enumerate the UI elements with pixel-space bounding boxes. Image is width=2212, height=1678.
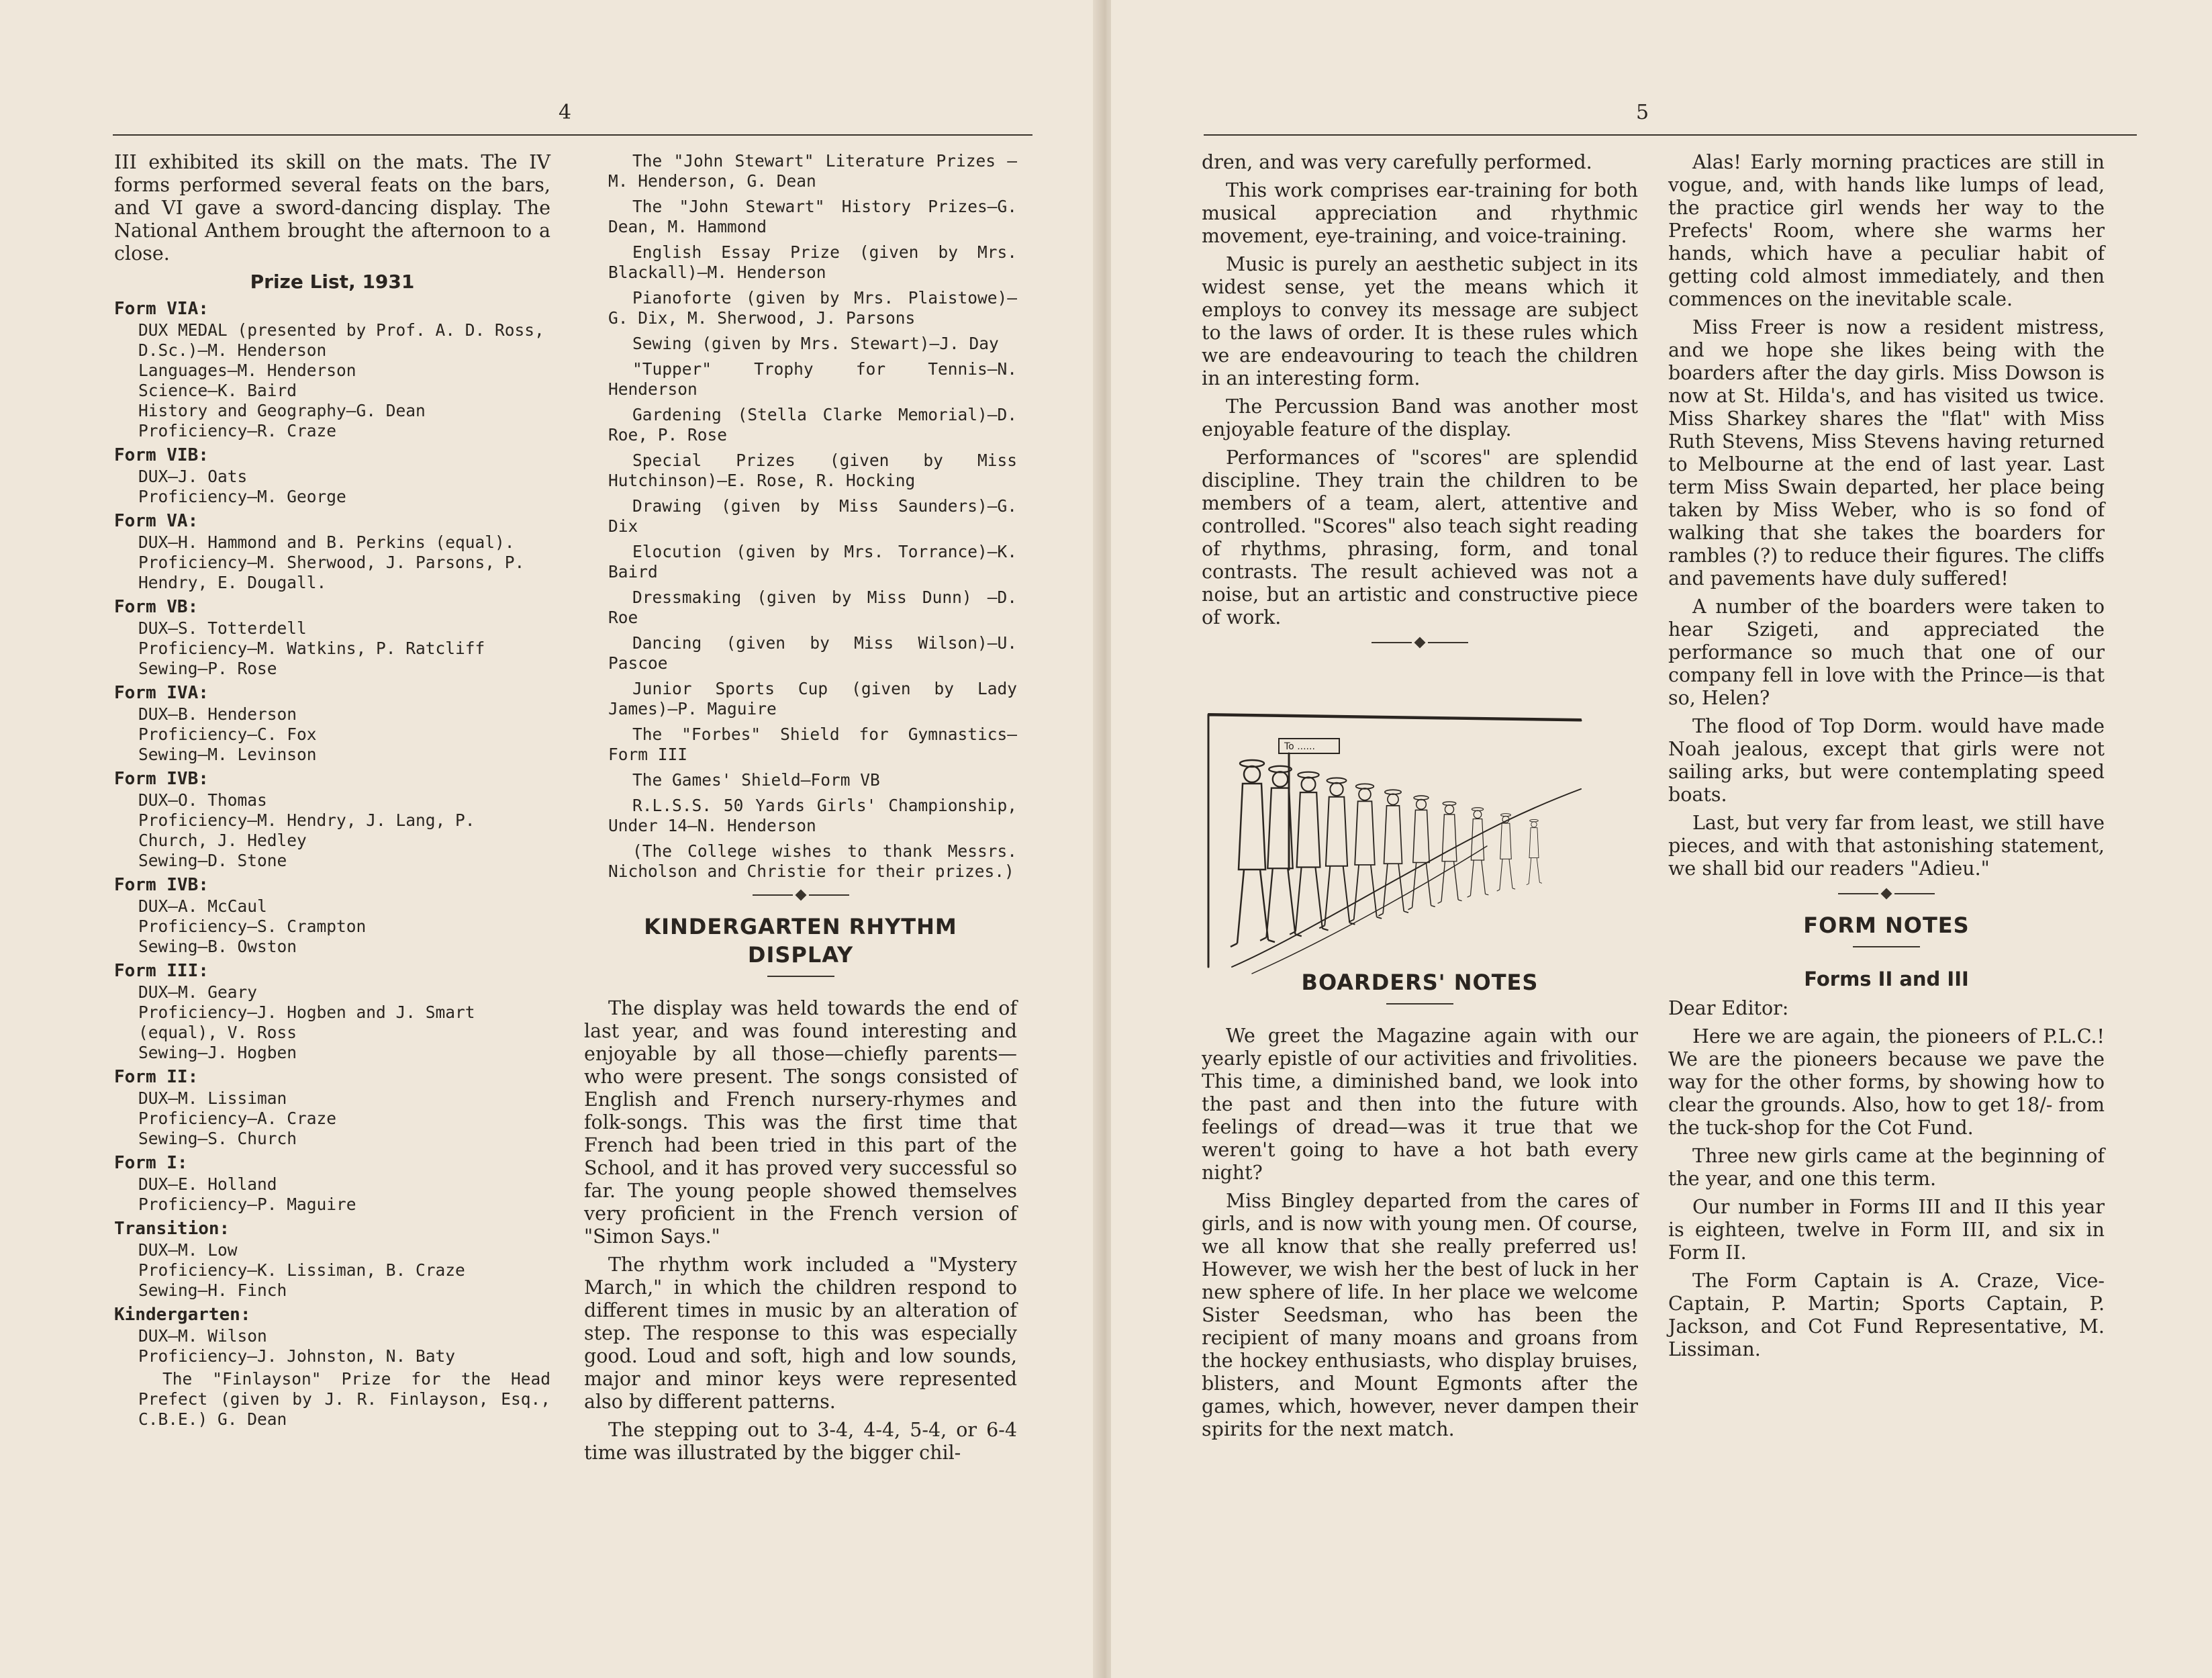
kindergarten-para: The rhythm work included a "Mystery March," in which the children respond to different times in music by an alteration of step. The response to this was especially good. Loud and soft, high and low sounds, major and minor keys were represented also by different patterns. — [584, 1254, 1017, 1413]
marcher-figure — [1497, 814, 1515, 891]
boarders-para: Alas! Early morning practices are still in vogue, and, with hands like lumps of lead, the practice girl wends her way to the Prefects' Room, where she warms her hands, which have a peculiar habit of getting cold almost immediately, and then commences on the inevitable scale. — [1668, 151, 2105, 310]
special-prize-entry: The "John Stewart" Literature Prizes —M. Henderson, G. Dean — [608, 151, 1017, 191]
prize-entry: DUX—A. McCaul — [138, 896, 267, 916]
prize-entry: Proficiency—R. Craze — [138, 421, 337, 440]
prize-entry: Proficiency—C. Fox — [138, 725, 317, 744]
form-heading: Form VIB: — [114, 445, 209, 465]
sign-text: To ...... — [1284, 741, 1315, 752]
kindergarten-para: The display was held towards the end of last year, and was found interesting and enjoyable by all those—chiefly parents—who were present. The songs consisted of English and French nursery-rhymes and folk-songs. This was the first time that French had been tried in this part of the School, and it has proved very successful so far. The young people showed themselves very proficient in the French version of "Simon Says." — [584, 997, 1017, 1248]
special-prize-entry: R.L.S.S. 50 Yards Girls' Championship, Under 14—N. Henderson — [608, 796, 1017, 835]
prize-entry: DUX—B. Henderson — [138, 704, 297, 724]
prize-entry: Sewing—J. Hogben — [138, 1043, 297, 1062]
prize-entry: DUX—J. Oats — [138, 467, 248, 486]
header-rule — [1204, 134, 2137, 136]
prize-list-title: Prize List, 1931 — [250, 271, 415, 293]
prize-entry: Proficiency—J. Hogben and J. Smart (equal), V. Ross — [138, 1003, 475, 1042]
prize-entry: DUX—M. Lissiman — [138, 1088, 287, 1108]
special-prize-entry: The "John Stewart" History Prizes—G. Dean, M. Hammond — [608, 197, 1017, 236]
marcher-figure — [1468, 808, 1489, 897]
boarders-para: The flood of Top Dorm. would have made Noah jealous, except that girls were not sailing arks, but were contemplating speed boats. — [1668, 715, 2105, 806]
special-prize-entry: Dancing (given by Miss Wilson)—U. Pascoe — [608, 633, 1017, 673]
kindergarten-title-line1: KINDERGARTEN RHYTHM — [644, 914, 957, 939]
ornament-divider — [584, 891, 1017, 899]
form-heading: Form III: — [114, 961, 209, 981]
salutation: Dear Editor: — [1668, 997, 1789, 1019]
boarders-para: A number of the boarders were taken to hear Szigeti, and appreciated the performance so much that one of our company fell in love with the Prince—is that so, Helen? — [1668, 596, 2105, 709]
prize-entry: Sewing—S. Church — [138, 1129, 297, 1148]
form-para: Here we are again, the pioneers of P.L.C.! We are the pioneers because we pave the way for the other forms, by showing how to clear the grounds. Also, how to get 18/- from the tuck-shop for the Cot Fund. — [1668, 1025, 2105, 1139]
gym-intro: III exhibited its skill on the mats. The IV forms performed several feats on the bars, and VI gave a sword-dancing display. The National Anthem brought the afternoon to a close. — [114, 151, 550, 265]
prize-entry: DUX—M. Geary — [138, 982, 258, 1002]
special-prize-entry: Drawing (given by Miss Saunders)—G. Dix — [608, 496, 1017, 536]
kindergarten-title-line2: DISPLAY — [747, 942, 854, 968]
marcher-figure — [1290, 772, 1328, 935]
boarders-para: We greet the Magazine again with our yearly epistle of our activities and frivolities. This time, a diminished band, we look into the past and then into the future with feelings of dread—was it true that we weren't going to have a hot bath every night? — [1202, 1025, 1638, 1184]
form-para: The Form Captain is A. Craze, Vice-Captain, P. Martin; Sports Captain, P. Jackson, and Cot Fund Representative, M. Lissiman. — [1668, 1270, 2105, 1360]
marcher-figure — [1438, 802, 1462, 904]
prize-entry: Sewing—H. Finch — [138, 1280, 287, 1300]
prize-entry: Proficiency—M. George — [138, 487, 346, 506]
header-rule — [113, 134, 1032, 136]
prizes-column — [584, 151, 1017, 1470]
prize-entry: Sewing—P. Rose — [138, 659, 277, 678]
form-heading: Form I: — [114, 1153, 188, 1173]
forms-list — [114, 297, 550, 1366]
form-notes-title: FORM NOTES — [1803, 913, 1970, 938]
prize-entry: Sewing—D. Stone — [138, 851, 287, 870]
form-para: Three new girls came at the beginning of the year, and one this term. — [1668, 1145, 2105, 1190]
special-prize-entry: Pianoforte (given by Mrs. Plaistowe)— G. Dix, M. Sherwood, J. Parsons — [608, 288, 1017, 328]
prize-entry: DUX—M. Low — [138, 1240, 238, 1260]
special-prize-entry: "Tupper" Trophy for Tennis—N. Henderson — [608, 359, 1017, 399]
marcher-figure — [1378, 790, 1408, 916]
page-left — [0, 0, 1101, 1678]
prize-entry: DUX—E. Holland — [138, 1174, 277, 1194]
rhythm-para: This work comprises ear-training for both musical appreciation and rhythmic movement, eye-training, and voice-training. — [1202, 179, 1638, 247]
prize-entry: DUX MEDAL (presented by Prof. A. D. Ross, D.Sc.)—M. Henderson — [138, 320, 544, 360]
prize-entry: DUX—O. Thomas — [138, 790, 267, 810]
prize-entry: DUX—S. Totterdell — [138, 618, 307, 638]
page-number: 4 — [559, 101, 572, 124]
special-prize-entry: Elocution (given by Mrs. Torrance)—K. Baird — [608, 542, 1017, 581]
rhythm-para: The Percussion Band was another most enjoyable feature of the display. — [1202, 395, 1638, 440]
prize-entry: Proficiency—K. Lissiman, B. Craze — [138, 1260, 465, 1280]
rhythm-para: Music is purely an aesthetic subject in its widest sense, yet the means which it employs to convey its message are subject to the laws of order. It is these rules which we are endeavouring to teach the children in an interesting form. — [1202, 253, 1638, 389]
rhythm-para: dren, and was very carefully performed. — [1202, 151, 1592, 173]
title-underline — [1386, 1003, 1453, 1005]
form-heading: Transition: — [114, 1219, 230, 1239]
rhythm-para: Performances of "scores" are splendid discipline. They train the children to be members of a team, alert, attentive and controlled. "Scores" also teach sight reading of rhythms, phrasing, form, and tonal contrasts. The result achieved was not a noise, but an artistic and constructive piece of work. — [1202, 447, 1638, 628]
forms-subtitle: Forms II and III — [1804, 968, 1969, 990]
boarders-notes-title: BOARDERS' NOTES — [1301, 970, 1539, 995]
marcher-figure — [1349, 784, 1382, 922]
marcher-figure — [1408, 796, 1435, 910]
prize-entry: Sewing—B. Owston — [138, 937, 297, 956]
kindergarten-title — [584, 913, 1017, 969]
form-heading: Form IVA: — [114, 683, 209, 703]
prize-entry: Sewing—M. Levinson — [138, 745, 317, 764]
prize-entry: Proficiency—A. Craze — [138, 1109, 337, 1128]
prize-entry: History and Geography—G. Dean — [138, 401, 426, 420]
title-underline — [1853, 946, 1920, 947]
form-para: Our number in Forms III and II this year is eighteen, twelve in Form III, and six in Form II. — [1668, 1196, 2105, 1264]
prize-entry: DUX—M. Wilson — [138, 1326, 267, 1346]
boarders-para: Miss Bingley departed from the cares of girls, and is now with young men. Of course, we all know that she really preferred us! However, we wish her the best of luck in her new sphere of life. In her place we welcome Sister Seedsman, who has been the recipient of many moans and groans from the hockey enthusiasts, who display bruises, blisters, and Mount Egmonts after the games, which, however, never dampen their spirits for the next match. — [1202, 1190, 1638, 1440]
ornament-divider — [1668, 890, 2105, 898]
kindergarten-para: The stepping out to 3-4, 4-4, 5-4, or 6-4 time was illustrated by the bigger chil- — [584, 1419, 1017, 1464]
prize-entry: Proficiency—J. Johnston, N. Baty — [138, 1346, 456, 1366]
marcher-figure — [1260, 766, 1302, 941]
special-prizes-list — [584, 151, 1017, 882]
form-heading: Kindergarten: — [114, 1305, 251, 1325]
title-underline — [767, 976, 834, 977]
boarders-para: Last, but very far from least, we still have pieces, and with that astonishing statement, we shall bid our readers "Adieu." — [1668, 812, 2105, 880]
boarders-continued-column — [1668, 151, 2105, 1366]
prize-entry: Proficiency—M. Hendry, J. Lang, P. Church, J. Hedley — [138, 810, 475, 850]
special-prize-entry: The "Forbes" Shield for Gymnastics— Form III — [608, 725, 1017, 764]
prize-entry: Proficiency—M. Sherwood, J. Parsons, P. Hendry, E. Dougall. — [138, 553, 525, 592]
form-heading: Form IVB: — [114, 875, 209, 895]
prize-entry: Proficiency—P. Maguire — [138, 1195, 356, 1214]
prize-entry: Science—K. Baird — [138, 381, 297, 400]
boarders-para: Miss Freer is now a resident mistress, and we hope she likes being with the boarders after the day girls. Miss Dowson is now at St. Hilda's, and has visited us twice. Miss Sharkey shares the "flat" with Miss Ruth Stevens, Miss Stevens having returned to Melbourne at the end of last year. Last term Miss Swain departed, her place being taken by Miss Weber, who is so fond of walking that she takes the boarders for rambles (?) to reduce their figures. The cliffs and pavements have duly suffered! — [1668, 316, 2105, 590]
special-prize-entry: Dressmaking (given by Miss Dunn) —D. Roe — [608, 588, 1017, 627]
form-heading: Form II: — [114, 1067, 199, 1087]
special-prize-entry: Gardening (Stella Clarke Memorial)—D. Roe, P. Rose — [608, 405, 1017, 445]
page-number: 5 — [1636, 101, 1649, 124]
special-prize-entry: (The College wishes to thank Messrs. Nicholson and Christie for their prizes.) — [608, 841, 1017, 881]
form-heading: Form VIA: — [114, 299, 209, 319]
special-prize-entry: The Games' Shield—Form VB — [632, 770, 880, 790]
marcher-figure — [1527, 819, 1542, 884]
marchers — [1231, 760, 1542, 947]
form-heading: Form VA: — [114, 511, 199, 531]
special-prize-entry: Junior Sports Cup (given by Lady James)—P. Maguire — [608, 679, 1017, 718]
form-heading: Form VB: — [114, 597, 199, 617]
special-prize-entry: English Essay Prize (given by Mrs. Blackall)—M. Henderson — [608, 242, 1017, 282]
marching-girls-illustration — [1205, 702, 1608, 977]
prize-entry: DUX—H. Hammond and B. Perkins (equal). — [138, 532, 515, 552]
finlayson-prize: The "Finlayson" Prize for the Head Prefect (given by J. R. Finlayson, Esq., C.B.E.) G. Dean — [138, 1369, 550, 1429]
prize-list-column — [114, 151, 550, 1435]
prize-entry: Proficiency—M. Watkins, P. Ratcliff — [138, 639, 485, 658]
ornament-divider — [1202, 639, 1638, 647]
prize-entry: Languages—M. Henderson — [138, 361, 356, 380]
special-prize-entry: Sewing (given by Mrs. Stewart)—J. Day — [632, 334, 999, 353]
special-prize-entry: Special Prizes (given by Miss Hutchinson)—E. Rose, R. Hocking — [608, 451, 1017, 490]
form-heading: Form IVB: — [114, 769, 209, 789]
prize-entry: Proficiency—S. Crampton — [138, 917, 367, 936]
